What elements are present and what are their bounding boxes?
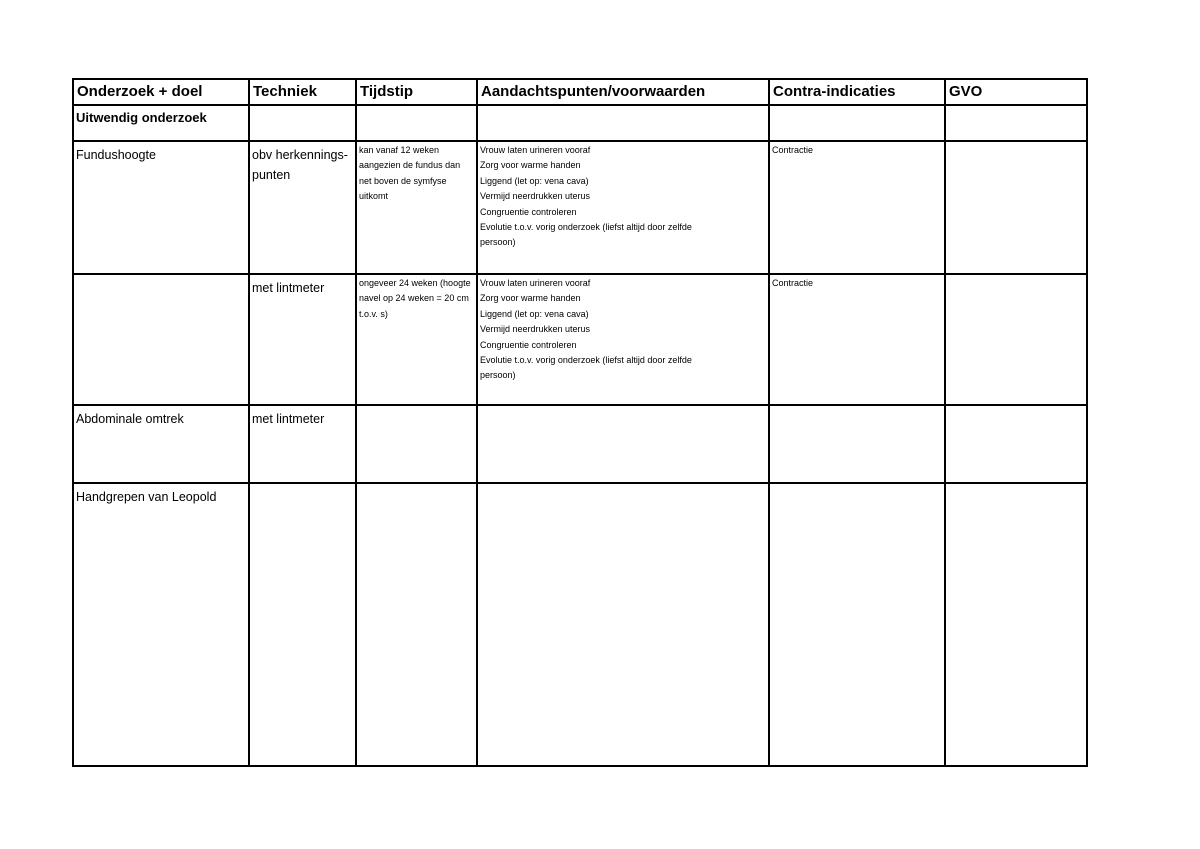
cell-gvo	[945, 483, 1087, 766]
contra-text: Contractie	[772, 278, 814, 288]
cell-techniek	[249, 274, 356, 405]
onderzoek-text: Handgrepen van Leopold	[76, 490, 217, 504]
cell-techniek	[249, 405, 356, 483]
cell-gvo	[945, 141, 1087, 274]
aandachtspunt-line: Liggend (let op: vena cava)	[480, 308, 589, 319]
aandachtspunt-line: Congruentie controleren	[480, 339, 577, 350]
section-title: Uitwendig onderzoek	[73, 105, 249, 141]
aandachtspunt-line: Vrouw laten urineren vooraf	[480, 278, 591, 288]
empty-cell	[249, 105, 356, 141]
examination-table	[72, 78, 1088, 767]
cell-contra-indicaties	[769, 405, 945, 483]
cell-onderzoek	[73, 483, 249, 766]
aandachtspunt-line: Evolutie t.o.v. vorig onderzoek (liefst altijd door zelfde	[480, 222, 692, 233]
cell-aandachtspunten	[477, 483, 769, 766]
header-techniek: Techniek	[249, 79, 356, 105]
header-contra-indicaties: Contra-indicaties	[769, 79, 945, 105]
cell-tijdstip	[356, 483, 477, 766]
cell-contra-indicaties	[769, 483, 945, 766]
techniek-text: obv herkennings-punten	[252, 148, 348, 182]
aandachtspunt-line: Zorg voor warme handen	[480, 160, 581, 171]
aandachtspunt-line: Liggend (let op: vena cava)	[480, 175, 589, 186]
header-tijdstip: Tijdstip	[356, 79, 477, 105]
aandachtspunt-line: Evolutie t.o.v. vorig onderzoek (liefst altijd door zelfde	[480, 355, 692, 366]
cell-techniek	[249, 483, 356, 766]
onderzoek-text: Fundushoogte	[76, 148, 156, 162]
cell-contra-indicaties	[769, 141, 945, 274]
cell-tijdstip	[356, 274, 477, 405]
cell-onderzoek	[73, 405, 249, 483]
header-row	[73, 79, 1087, 105]
table-row	[73, 274, 1087, 405]
aandachtspunt-line: Vermijd neerdrukken uterus	[480, 191, 591, 202]
cell-techniek	[249, 141, 356, 274]
empty-cell	[945, 105, 1087, 141]
aandachtspunt-line: Congruentie controleren	[480, 206, 577, 217]
cell-aandachtspunten	[477, 405, 769, 483]
table-row	[73, 483, 1087, 766]
tijdstip-text: kan vanaf 12 weken aangezien de fundus dan net boven de symfyse uitkomt	[359, 145, 461, 202]
techniek-text: met lintmeter	[252, 281, 325, 295]
header-aandachtspunten: Aandachtspunten/voorwaarden	[477, 79, 769, 105]
cell-aandachtspunten	[477, 141, 769, 274]
onderzoek-text: Abdominale omtrek	[76, 412, 184, 426]
worksheet	[72, 78, 1086, 768]
contra-text: Contractie	[772, 145, 814, 155]
cell-gvo	[945, 405, 1087, 483]
cell-aandachtspunten	[477, 274, 769, 405]
aandachtspunt-line: persoon)	[480, 237, 516, 248]
aandachtspunt-line: persoon)	[480, 370, 516, 381]
section-row	[73, 105, 1087, 141]
tijdstip-text: ongeveer 24 weken (hoogte navel op 24 weken = 20 cm t.o.v. s)	[359, 278, 471, 319]
cell-tijdstip	[356, 405, 477, 483]
cell-onderzoek	[73, 141, 249, 274]
cell-onderzoek	[73, 274, 249, 405]
cell-gvo	[945, 274, 1087, 405]
header-onderzoek: Onderzoek + doel	[73, 79, 249, 105]
cell-tijdstip	[356, 141, 477, 274]
aandachtspunt-line: Zorg voor warme handen	[480, 293, 581, 304]
table-row	[73, 405, 1087, 483]
table-row	[73, 141, 1087, 274]
header-gvo: GVO	[945, 79, 1087, 105]
cell-contra-indicaties	[769, 274, 945, 405]
empty-cell	[769, 105, 945, 141]
empty-cell	[356, 105, 477, 141]
aandachtspunt-line: Vermijd neerdrukken uterus	[480, 324, 591, 335]
empty-cell	[477, 105, 769, 141]
techniek-text: met lintmeter	[252, 412, 325, 426]
aandachtspunt-line: Vrouw laten urineren vooraf	[480, 145, 591, 155]
